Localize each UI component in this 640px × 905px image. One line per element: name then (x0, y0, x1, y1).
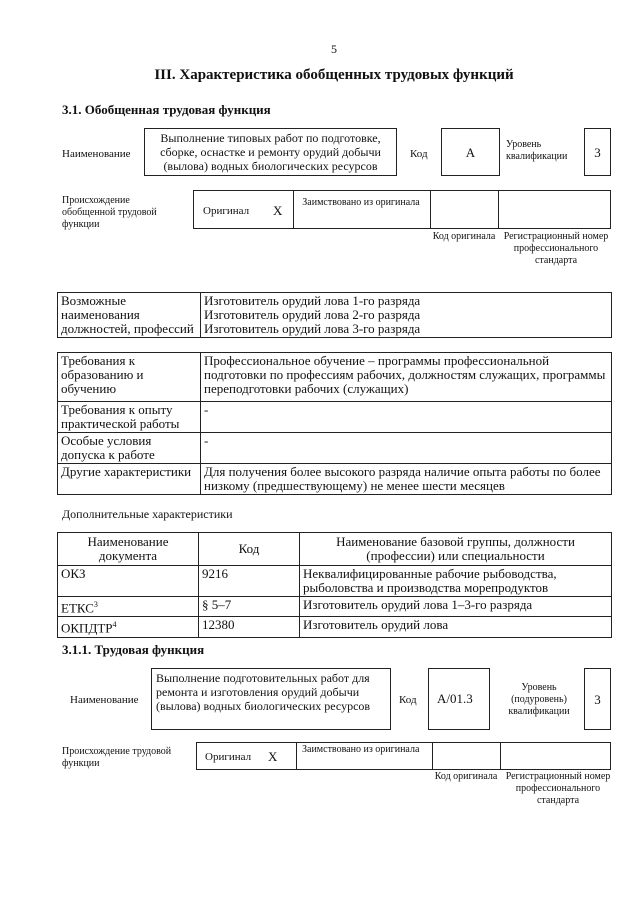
generalized-heading: 3.1. Обобщенная трудовая функция (62, 102, 271, 117)
doc-cell (58, 597, 199, 617)
generalized-origin-table (193, 190, 611, 229)
labor-function-code-label: Код (399, 694, 417, 706)
labor-function-heading: 3.1.1. Трудовая функция (62, 642, 205, 657)
footnote-ref: 4 (112, 620, 117, 630)
name-cell: Неквалифицированные рабочие рыбоводства, рыболовства и производства морепродуктов (300, 566, 612, 597)
generalized-orig-code-caption: Код оригинала (432, 231, 496, 242)
divider (498, 190, 499, 229)
table-row (58, 566, 612, 597)
requirement-label: Требования к образованию и обучению (58, 353, 201, 402)
additional-table (57, 532, 612, 638)
generalized-code-value: А (441, 128, 500, 176)
divider (296, 742, 297, 770)
labor-function-code-value: А/01.3 (428, 668, 490, 730)
requirement-value: Для получения более высокого разряда наличие опыта работы по более низкому (предшествующему) не менее шести месяцев (201, 464, 612, 495)
generalized-code-label: Код (410, 148, 428, 160)
name-cell: Изготовитель орудий лова (300, 617, 612, 637)
labor-function-orig-code-caption: Код оригинала (434, 771, 498, 782)
position-item: Изготовитель орудий лова 2-го разряда (204, 307, 421, 322)
divider (293, 190, 294, 229)
labor-function-level-label: Уровень (подуровень) квалификации (508, 682, 570, 717)
table-header-row (58, 533, 612, 566)
requirement-value: - (201, 433, 612, 464)
generalized-reg-number-caption: Регистрационный номер профессионального стандарта (503, 231, 609, 266)
generalized-level-label: Уровень квалификации (506, 139, 568, 162)
positions-label: Возможные наименования должностей, профессий (58, 293, 201, 338)
code-cell: 9216 (199, 566, 300, 597)
divider (432, 742, 433, 770)
doc-cell: ОКЗ (58, 566, 199, 597)
generalized-original-label: Оригинал (203, 205, 250, 217)
requirement-value: Профессиональное обучение – программы профессиональной подготовки по профессиям рабочих, должностям служащих, программы переподготовки рабочих (служащих) (201, 353, 612, 402)
divider (430, 190, 431, 229)
requirement-label: Другие характеристики (58, 464, 201, 495)
doc-name: ЕТКС (61, 600, 94, 616)
labor-function-origin-label: Происхождение трудовой функции (62, 746, 172, 769)
labor-function-level-value: 3 (584, 668, 611, 730)
positions-table (57, 292, 612, 338)
page-number: 5 (331, 42, 337, 56)
column-header: Код (199, 533, 300, 566)
labor-function-reg-number-caption: Регистрационный номер профессионального стандарта (505, 771, 611, 806)
code-cell: § 5–7 (199, 597, 300, 617)
additional-heading: Дополнительные характеристики (62, 507, 233, 521)
table-row (58, 353, 612, 402)
divider (500, 742, 501, 770)
generalized-name-value: Выполнение типовых работ по подготовке, сборке, оснастке и ремонту орудий добычи (вылова) водных биологических ресурсов (144, 128, 397, 176)
generalized-name-label: Наименование (62, 148, 131, 160)
table-row (58, 617, 612, 637)
doc-cell (58, 617, 199, 637)
code-cell: 12380 (199, 617, 300, 637)
column-header: Наименование документа (58, 533, 199, 566)
table-row (58, 464, 612, 495)
column-header: Наименование базовой группы, должности (профессии) или специальности (300, 533, 612, 566)
position-item: Изготовитель орудий лова 1-го разряда (204, 293, 421, 308)
generalized-level-value: 3 (584, 128, 611, 176)
generalized-borrowed-label: Заимствовано из оригинала (302, 197, 420, 208)
labor-function-name-label: Наименование (70, 694, 139, 706)
position-item: Изготовитель орудий лова 3-го разряда (204, 321, 421, 336)
requirement-value: - (201, 402, 612, 433)
footnote-ref: 3 (93, 600, 98, 609)
table-row (58, 402, 612, 433)
requirement-label: Требования к опыту практической работы (58, 402, 201, 433)
labor-function-original-label: Оригинал (205, 751, 252, 763)
generalized-origin-label: Происхождение обобщенной трудовой функции (62, 195, 157, 230)
labor-function-original-mark: Х (268, 749, 278, 764)
labor-function-borrowed-label: Заимствовано из оригинала (302, 744, 420, 755)
table-row (58, 433, 612, 464)
doc-name: ОКПДТР (61, 620, 113, 636)
labor-function-name-value: Выполнение подготовительных работ для ремонта и изготовления орудий добычи (вылова) водных биологических ресурсов (151, 668, 391, 730)
generalized-original-mark: Х (273, 203, 283, 218)
section-title: III. Характеристика обобщенных трудовых функций (154, 67, 514, 83)
name-cell: Изготовитель орудий лова 1–3-го разряда (300, 597, 612, 617)
requirement-label: Особые условия допуска к работе (58, 433, 201, 464)
requirements-table (57, 352, 612, 495)
positions-list (201, 293, 612, 338)
table-row (58, 597, 612, 617)
